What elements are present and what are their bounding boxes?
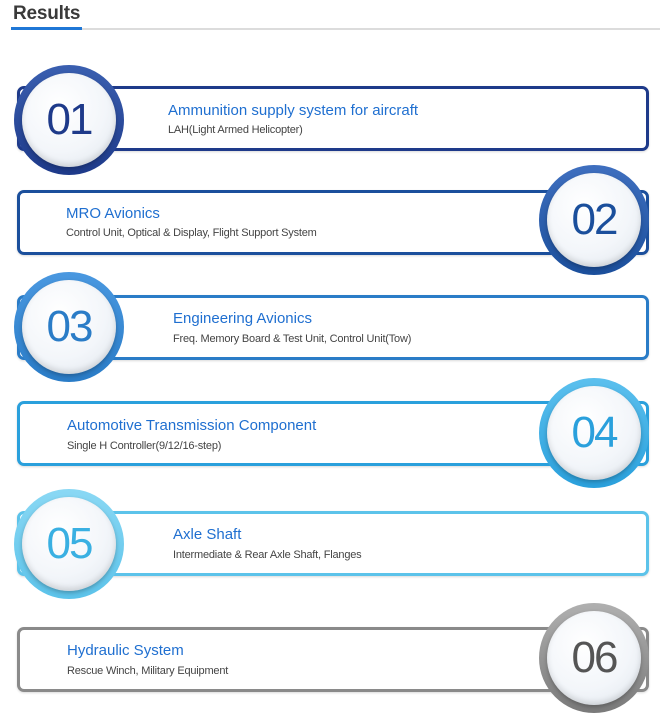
chevron-right-icon bbox=[122, 533, 140, 555]
result-title: MRO Avionics bbox=[66, 205, 160, 222]
chevron-right-icon bbox=[122, 316, 140, 338]
number-medal bbox=[539, 378, 649, 488]
result-subtitle: Rescue Winch, Military Equipment bbox=[67, 665, 229, 677]
title-rule bbox=[11, 28, 660, 30]
number-medal bbox=[539, 165, 649, 275]
result-number: 03 bbox=[46, 302, 92, 351]
section-title: Results bbox=[13, 3, 81, 24]
result-title: Engineering Avionics bbox=[173, 310, 312, 327]
number-medal bbox=[14, 65, 124, 175]
number-medal bbox=[14, 489, 124, 599]
result-title: Axle Shaft bbox=[173, 526, 242, 543]
result-number: 06 bbox=[571, 633, 617, 682]
number-medal bbox=[539, 603, 649, 713]
result-subtitle: Intermediate & Rear Axle Shaft, Flanges bbox=[173, 549, 362, 561]
result-subtitle: LAH(Light Armed Helicopter) bbox=[168, 124, 303, 136]
chevron-left-icon bbox=[523, 422, 541, 444]
result-number: 02 bbox=[571, 195, 617, 244]
result-subtitle: Single H Controller(9/12/16-step) bbox=[67, 440, 222, 452]
result-number: 01 bbox=[46, 95, 92, 144]
result-title: Hydraulic System bbox=[67, 642, 184, 659]
result-number: 05 bbox=[46, 519, 92, 568]
number-medal bbox=[14, 272, 124, 382]
result-subtitle: Control Unit, Optical & Display, Flight Support System bbox=[66, 227, 317, 239]
chevron-left-icon bbox=[523, 648, 541, 670]
result-title: Ammunition supply system for aircraft bbox=[168, 102, 419, 119]
result-number: 04 bbox=[571, 408, 617, 457]
chevron-right-icon bbox=[122, 109, 140, 131]
chevron-left-icon bbox=[523, 210, 541, 232]
result-subtitle: Freq. Memory Board & Test Unit, Control Unit(Tow) bbox=[173, 333, 412, 345]
result-title: Automotive Transmission Component bbox=[67, 417, 317, 434]
title-rule-accent bbox=[11, 27, 82, 30]
